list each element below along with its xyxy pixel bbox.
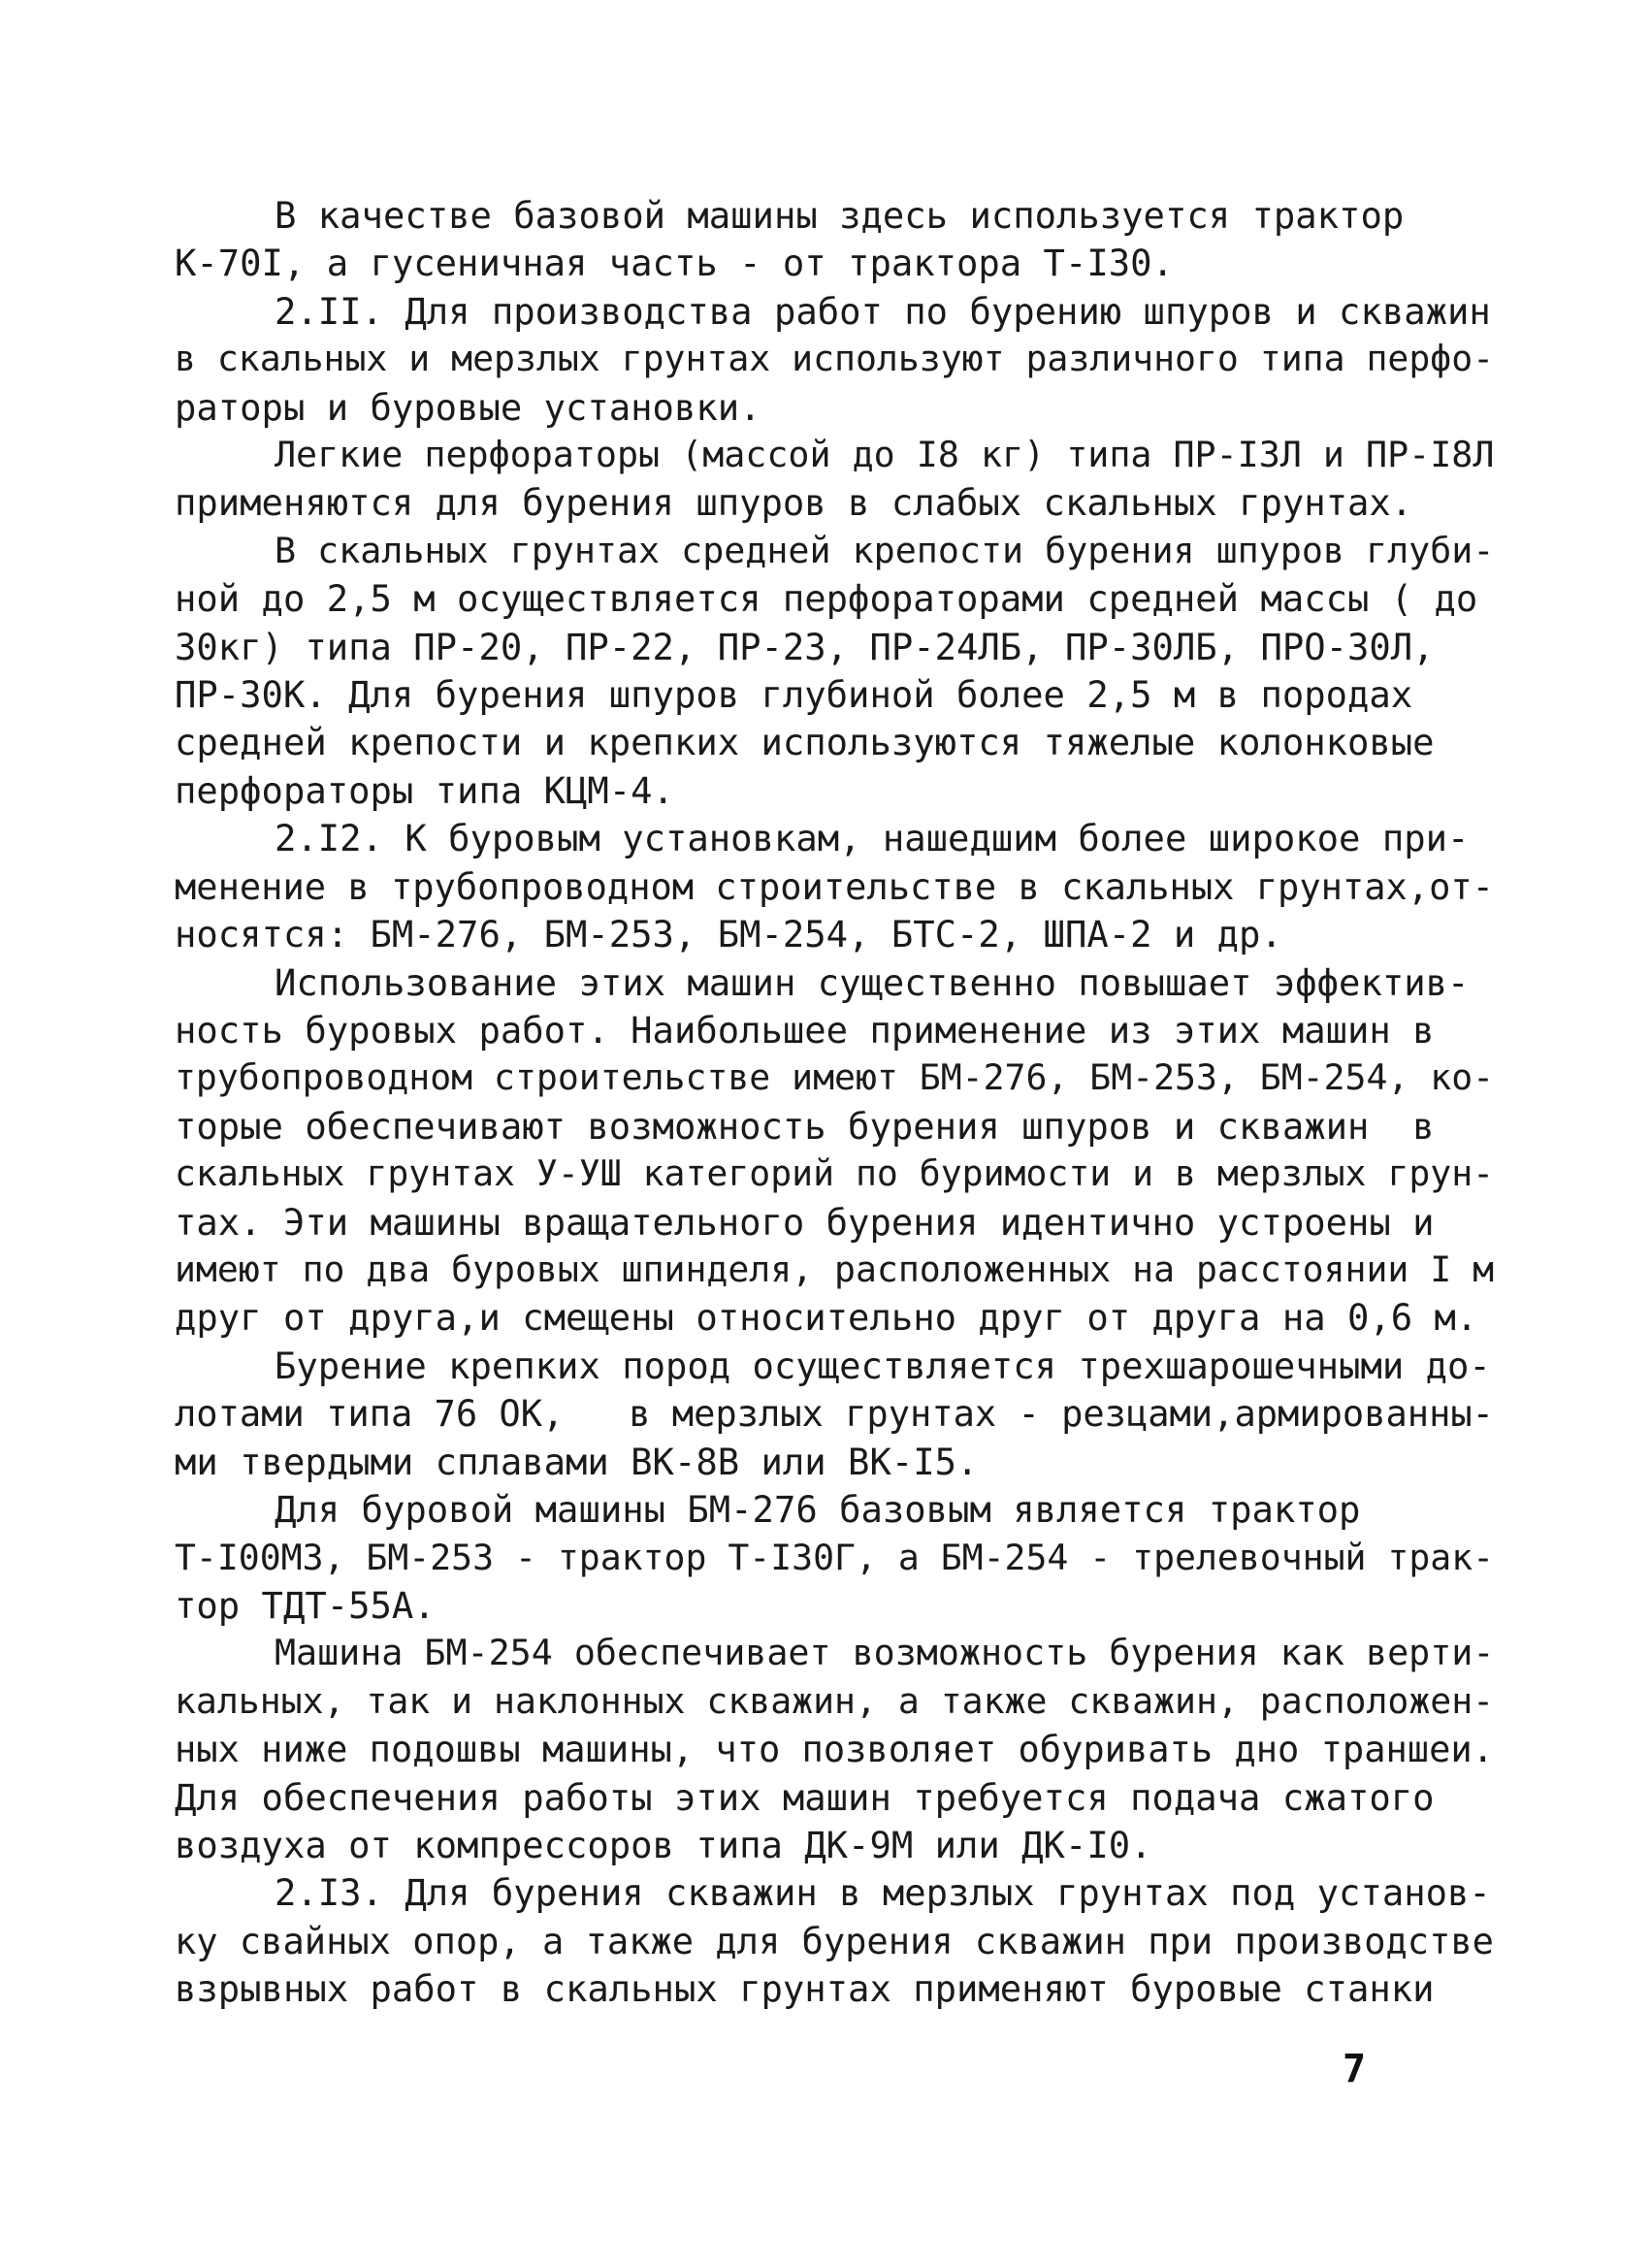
text-line: 30кг) типа ПР-20, ПР-22, ПР-23, ПР-24ЛБ, ПР-30ЛБ, ПРО-30Л,: [175, 626, 1435, 668]
text-line: имеют по два буровых шпинделя, расположенных на расстоянии I м: [175, 1248, 1495, 1290]
text-line: В качестве базовой машины здесь используется трактор: [275, 194, 1405, 237]
text-line: тор ТДТ-55А.: [175, 1584, 436, 1627]
text-line: друг от друга,и смещены относительно друг от друга на 0,6 м.: [175, 1296, 1478, 1339]
text-line: Бурение крепких пород осуществляется трехшарошечными до-: [275, 1345, 1491, 1387]
text-line: Т-I00МЗ, БМ-253 - трактор Т-I30Г, а БМ-254 - трелевочный трак-: [175, 1537, 1495, 1578]
text-line: воздуха от компрессоров типа ДК-9М или ДК-I0.: [175, 1824, 1152, 1866]
text-line: 2.I3. Для бурения скважин в мерзлых грунтах под установ-: [275, 1871, 1491, 1914]
text-line: носятся: БМ-276, БМ-253, БМ-254, БТС-2, ШПА-2 и др.: [175, 913, 1282, 956]
text-line: В скальных грунтах средней крепости бурения шпуров глуби-: [275, 530, 1495, 571]
text-line: 2.II. Для производства работ по бурению шпуров и скважин: [275, 290, 1491, 333]
text-line: ПР-30К. Для бурения шпуров глубиной более 2,5 м в породах: [175, 673, 1413, 716]
text-line: К-70I, а гусеничная часть - от трактора Т-I30.: [175, 242, 1174, 284]
text-line: средней крепости и крепких используются тяжелые колонковые: [175, 721, 1435, 763]
text-line: применяются для бурения шпуров в слабых скальных грунтах.: [175, 481, 1413, 524]
text-line: менение в трубопроводном строительстве в скальных грунтах,от-: [175, 866, 1494, 908]
text-line: лотами типа 76 ОК, в мерзлых грунтах - резцами,армированны-: [175, 1393, 1494, 1435]
text-line: тах. Эти машины вращательного бурения идентично устроены и: [175, 1201, 1435, 1244]
text-line: ку свайных опор, а также для бурения скважин при производстве: [175, 1921, 1494, 1962]
text-line: торые обеспечивают возможность бурения шпуров и скважин в: [175, 1105, 1435, 1148]
text-line: перфораторы типа КЦМ-4.: [175, 769, 674, 812]
text-line: скальных грунтах У-УШ категорий по буримости и в мерзлых грун-: [175, 1152, 1495, 1194]
text-line: кальных, так и наклонных скважин, а также скважин, расположен-: [175, 1680, 1495, 1722]
text-line: Машина БМ-254 обеспечивает возможность бурения как верти-: [275, 1632, 1495, 1673]
text-line: ность буровых работ. Наибольшее применение из этих машин в: [175, 1009, 1435, 1052]
text-line: взрывных работ в скальных грунтах применяют буровые станки: [175, 1967, 1435, 2010]
text-line: раторы и буровые установки.: [175, 386, 761, 429]
text-line: Использование этих машин существенно повышает эффектив-: [275, 961, 1470, 1004]
text-line: Для обеспечения работы этих машин требуется подача сжатого: [175, 1776, 1435, 1819]
text-line: ной до 2,5 м осуществляется перфораторами средней массы ( до: [175, 577, 1478, 620]
text-line: ми твердыми сплавами ВК-8В или ВК-I5.: [175, 1441, 979, 1483]
text-line: ных ниже подошвы машины, что позволяет обуривать дно траншеи.: [175, 1729, 1494, 1770]
text-line: Для буровой машины БМ-276 базовым является трактор: [275, 1488, 1361, 1531]
text-line: 2.I2. К буровым установкам, нашедшим более широкое при-: [275, 817, 1470, 859]
text-line: трубопроводном строительстве имеют БМ-276, БМ-253, БМ-254, ко-: [175, 1056, 1495, 1098]
text-line: Легкие перфораторы (массой до I8 кг) типа ПР-I3Л и ПР-I8Л: [275, 434, 1495, 475]
text-line: в скальных и мерзлых грунтах используют различного типа перфо-: [175, 338, 1495, 379]
page-number: 7: [1343, 2047, 1367, 2091]
